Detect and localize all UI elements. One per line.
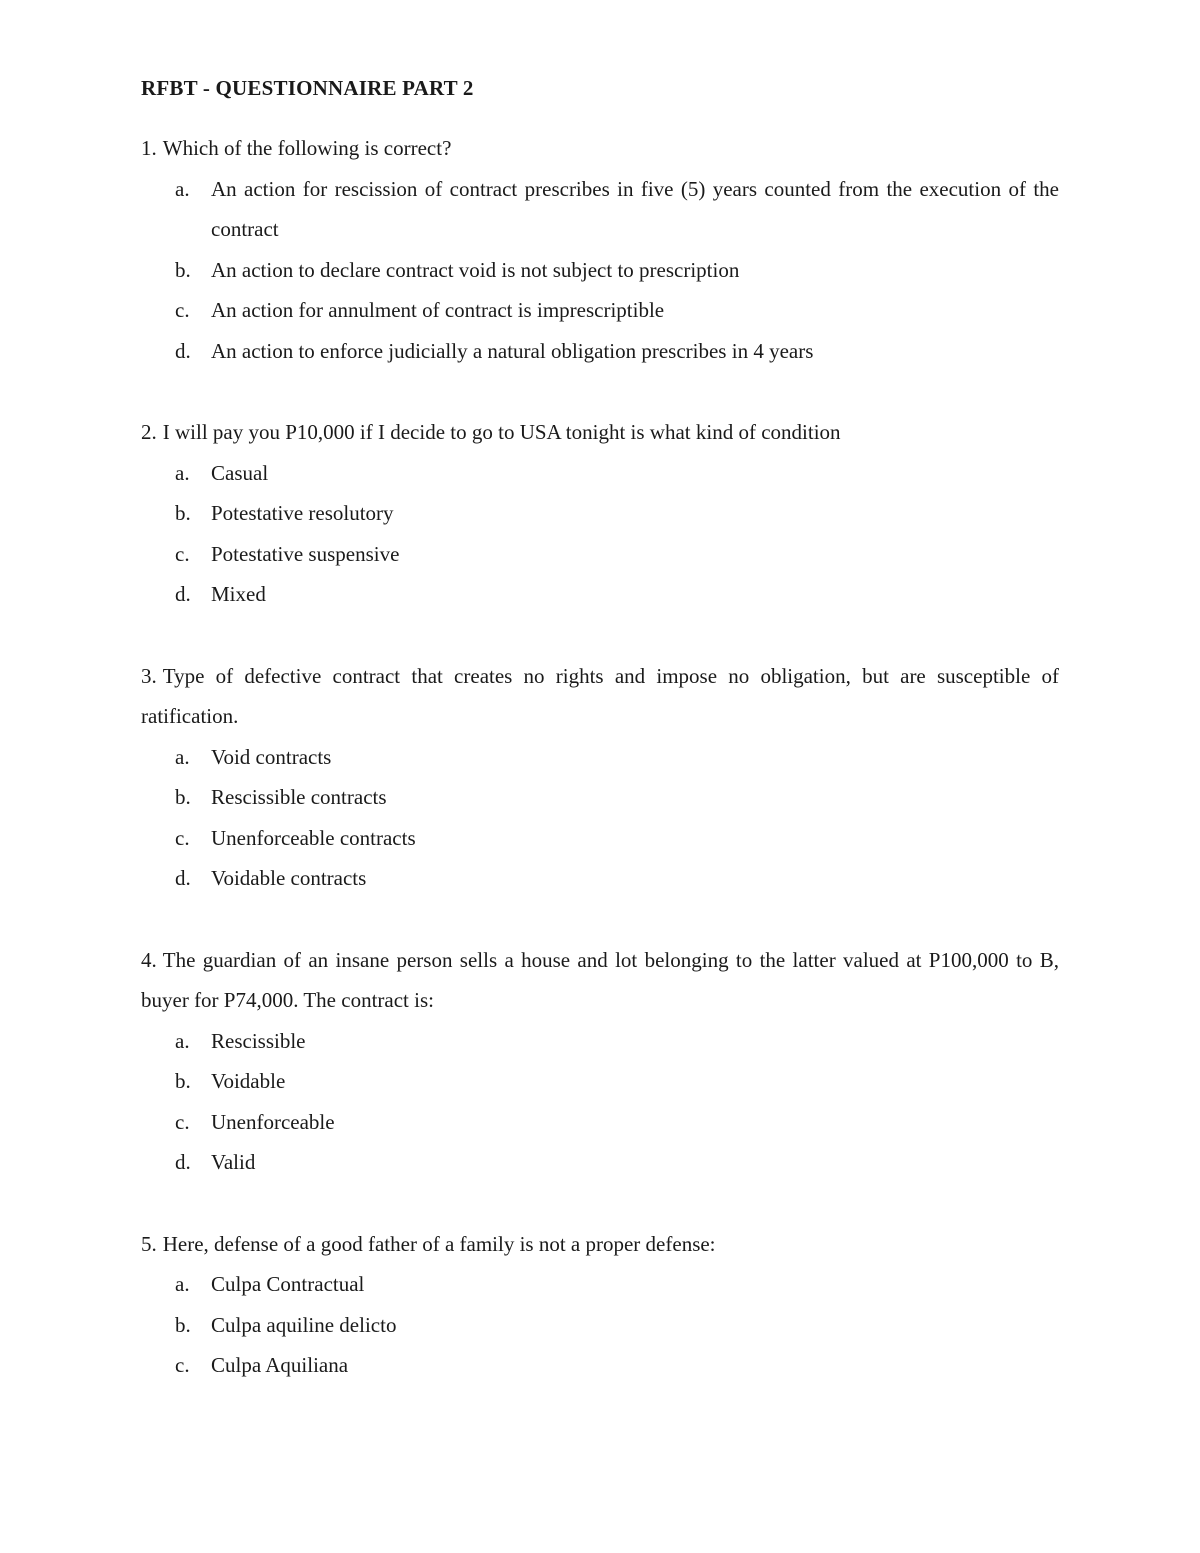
- option-a: [141, 453, 1059, 494]
- option-letter: b.: [175, 1069, 191, 1093]
- option-letter: b.: [175, 1312, 191, 1337]
- option-c: [141, 1102, 1059, 1143]
- option-text: An action to declare contract void is not subject to prescription: [211, 257, 740, 282]
- option-a: [141, 1264, 1059, 1305]
- option-letter: a.: [175, 460, 190, 485]
- option-text: Potestative resolutory: [211, 501, 394, 525]
- question-3: [141, 656, 1059, 899]
- option-c: [141, 818, 1059, 859]
- question-4: [141, 940, 1059, 1183]
- option-a: [141, 737, 1059, 778]
- option-text: Void contracts: [211, 744, 332, 769]
- question-text: Which of the following is correct?: [162, 136, 452, 160]
- option-text: Culpa aquiline delicto: [211, 1312, 397, 1337]
- option-letter: a.: [175, 744, 190, 769]
- option-text: Culpa Aquiliana: [211, 1353, 349, 1377]
- document-title: RFBT - QUESTIONNAIRE PART 2: [141, 76, 474, 100]
- option-text: Voidable: [211, 1069, 286, 1093]
- question-text: The guardian of an insane person sells a house and lot belonging to the latter valued at P100,000 to B, buyer for P74,000. The contract is:: [141, 947, 1059, 1012]
- option-c: [141, 290, 1059, 331]
- option-letter: c.: [175, 1353, 190, 1377]
- question-stem: [141, 656, 1059, 737]
- option-list: [141, 1021, 1059, 1183]
- option-b: [141, 250, 1059, 291]
- option-c: [141, 534, 1059, 575]
- question-number: 3.: [141, 663, 157, 688]
- option-c: [141, 1345, 1059, 1386]
- option-letter: c.: [175, 825, 190, 850]
- option-letter: d.: [175, 1150, 191, 1174]
- question-stem: [141, 1224, 1059, 1265]
- option-text: Potestative suspensive: [211, 541, 400, 566]
- option-letter: d.: [175, 582, 191, 606]
- question-stem: [141, 412, 1059, 453]
- question-number: 5.: [141, 1231, 157, 1256]
- option-text: An action for rescission of contract prescribes in five (5) years counted from the execution of the contract: [211, 176, 1059, 241]
- option-text: Voidable contracts: [211, 866, 367, 890]
- option-letter: c.: [175, 1109, 190, 1134]
- question-2: [141, 412, 1059, 615]
- option-letter: a.: [175, 1028, 190, 1053]
- question-text: Type of defective contract that creates no rights and impose no obligation, but are susceptible of ratification.: [141, 663, 1059, 728]
- option-letter: d.: [175, 866, 191, 890]
- option-list: [141, 1264, 1059, 1386]
- option-letter: b.: [175, 501, 191, 525]
- option-list: [141, 737, 1059, 899]
- question-1: [141, 128, 1059, 371]
- option-letter: d.: [175, 338, 191, 363]
- option-list: [141, 453, 1059, 615]
- option-letter: b.: [175, 257, 191, 282]
- option-b: [141, 1305, 1059, 1346]
- option-text: An action for annulment of contract is imprescriptible: [211, 298, 665, 322]
- option-d: [141, 574, 1059, 615]
- option-b: [141, 777, 1059, 818]
- option-text: Rescissible contracts: [211, 785, 387, 809]
- option-letter: b.: [175, 785, 191, 809]
- option-b: [141, 1061, 1059, 1102]
- question-text: Here, defense of a good father of a family is not a proper defense:: [162, 1231, 716, 1256]
- option-a: [141, 1021, 1059, 1062]
- option-letter: a.: [175, 176, 190, 201]
- option-text: Culpa Contractual: [211, 1272, 365, 1296]
- option-b: [141, 493, 1059, 534]
- option-text: An action to enforce judicially a natural obligation prescribes in 4 years: [211, 338, 814, 363]
- question-number: 1.: [141, 136, 157, 160]
- option-text: Unenforceable: [211, 1109, 335, 1134]
- question-stem: [141, 940, 1059, 1021]
- document-page: [141, 68, 1059, 1427]
- option-letter: c.: [175, 298, 190, 322]
- question-text: I will pay you P10,000 if I decide to go to USA tonight is what kind of condition: [162, 420, 841, 444]
- question-5: [141, 1224, 1059, 1386]
- option-d: [141, 858, 1059, 899]
- question-stem: [141, 128, 1059, 169]
- option-a: [141, 169, 1059, 250]
- option-letter: a.: [175, 1272, 190, 1296]
- option-letter: c.: [175, 541, 190, 566]
- option-text: Mixed: [211, 582, 266, 606]
- option-list: [141, 169, 1059, 372]
- option-d: [141, 1142, 1059, 1183]
- option-text: Casual: [211, 460, 269, 485]
- option-d: [141, 331, 1059, 372]
- option-text: Valid: [211, 1150, 256, 1174]
- option-text: Rescissible: [211, 1028, 306, 1053]
- question-number: 2.: [141, 420, 157, 444]
- question-number: 4.: [141, 947, 157, 972]
- option-text: Unenforceable contracts: [211, 825, 416, 850]
